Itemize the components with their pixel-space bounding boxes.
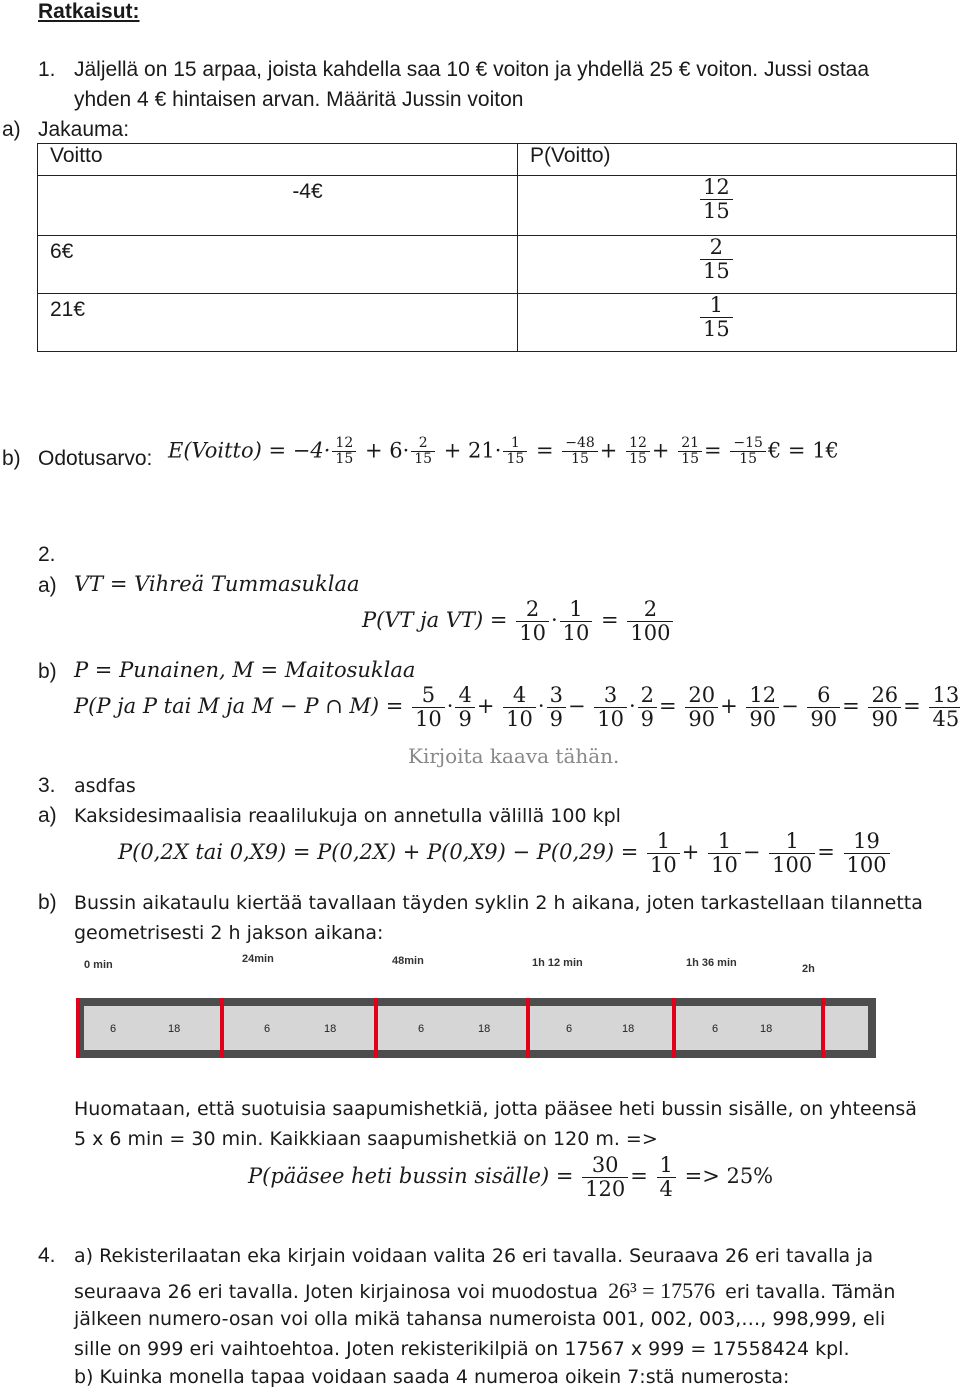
timeline-segment-label: 6 xyxy=(566,1023,573,1035)
p4-number: 4. xyxy=(38,1244,56,1267)
bus-schedule-timeline xyxy=(76,950,876,1080)
p3-title: asdfas xyxy=(74,775,136,797)
timeline-graphic xyxy=(76,950,876,1080)
p4-line5: b) Kuinka monella tapaa voidaan saada 4 numeroa oikein 7:stä numerosta: xyxy=(74,1366,790,1388)
table-row xyxy=(38,294,957,352)
p3a-text: Kaksidesimaalisia reaalilukuja on annetulla välillä 100 kpl xyxy=(74,805,621,827)
timeline-marker xyxy=(526,998,530,1058)
timeline-segment-label: 6 xyxy=(264,1023,271,1035)
p4-line2a: seuraava 26 eri tavalla. Joten kirjainosa voi muodostua xyxy=(74,1281,599,1303)
timeline-label: 1h 36 min xyxy=(686,957,737,969)
p3-probability-formula: P(pääsee heti bussin sisälle) = $\frac{30}{120}$ = $\frac{1}{4}$ => 25% xyxy=(248,1153,774,1202)
p3a-label: a) xyxy=(38,804,57,827)
table-header-voitto: Voitto xyxy=(38,144,518,176)
p2b-definition: P = Punainen, M = Maitosuklaa xyxy=(74,658,416,682)
p3b-label: b) xyxy=(38,891,57,914)
p1b-text: Odotusarvo: xyxy=(38,447,153,470)
timeline-marker xyxy=(374,998,378,1058)
p1-line1: Jäljellä on 15 arpaa, joista kahdella saa 10 € voiton ja yhdellä 25 € voiton. Jussi ostaa xyxy=(74,58,870,81)
p3-note2: 5 x 6 min = 30 min. Kaikkiaan saapumishetkiä on 120 m. => xyxy=(74,1128,658,1150)
table-row xyxy=(38,176,957,236)
table-row xyxy=(38,236,957,294)
distribution-table xyxy=(37,143,957,352)
table-cell-voitto: 6€ xyxy=(50,240,74,263)
p2a-label: a) xyxy=(38,574,57,597)
p1a-label: a) xyxy=(2,118,21,141)
timeline-segment-label: 6 xyxy=(110,1023,117,1035)
p4-line4: sille on 999 eri vaihtoehtoa. Joten rekisterikilpiä on 17567 x 999 = 17558424 kpl. xyxy=(74,1338,850,1360)
timeline-marker xyxy=(220,998,224,1058)
p4-line3: jälkeen numero-osan voi olla mikä tahansa numeroista 001, 002, 003,…, 998,999, eli xyxy=(74,1308,886,1330)
p3b-line1: Bussin aikataulu kiertää tavallaan täyden syklin 2 h aikana, joten tarkastellaan tilannetta xyxy=(74,892,923,914)
timeline-segment-label: 18 xyxy=(478,1023,491,1035)
table-cell-voitto: -4€ xyxy=(292,180,323,203)
p4-math: 26³ = 17576 xyxy=(608,1278,716,1303)
expected-value-formula: E(Voitto) = −4· $\frac{12}{15}$ + 6· $\frac{2}{15}$ + 21· $\frac{1}{15}$ = $\frac{-48}{15}$ + $\frac{12}{15}$ + $\frac{21}{15}$ = $\frac{-15}{15}$ € = 1€ xyxy=(168,435,839,468)
timeline-segment-label: 18 xyxy=(622,1023,635,1035)
p2a-formula: P(VT ja VT) = $\frac{2}{10}$ · $\frac{1}{10}$ = $\frac{2}{100}$ xyxy=(362,598,675,645)
timeline-label: 48min xyxy=(392,955,424,967)
p2-number: 2. xyxy=(38,543,56,566)
timeline-segment-label: 18 xyxy=(760,1023,773,1035)
timeline-segment-label: 6 xyxy=(712,1023,719,1035)
timeline-marker xyxy=(821,998,825,1058)
p3a-formula: P(0,2X tai 0,X9) = P(0,2X) + P(0,X9) − P(0,29) = $\frac{1}{10}$ + $\frac{1}{10}$ − $\frac{1}{100}$ = $\frac{19}{100}$ xyxy=(118,830,892,877)
p2a-definition: VT = Vihreä Tummasuklaa xyxy=(74,572,360,596)
timeline-segment-label: 18 xyxy=(168,1023,181,1035)
table-header-pvoitto: P(Voitto) xyxy=(518,144,957,176)
table-cell-prob: $\frac{1}{15}$ xyxy=(700,294,733,341)
heading: Ratkaisut: xyxy=(38,0,140,23)
table-cell-voitto: 21€ xyxy=(50,298,86,321)
timeline-label: 1h 12 min xyxy=(532,957,583,969)
p1-line2: yhden 4 € hintaisen arvan. Määritä Jussin voiton xyxy=(74,88,524,111)
p1-number: 1. xyxy=(38,58,56,81)
p1b-label: b) xyxy=(2,447,21,470)
formula-placeholder[interactable]: Kirjoita kaava tähän. xyxy=(408,744,620,768)
p1a-text: Jakauma: xyxy=(38,118,130,141)
p3b-line2: geometrisesti 2 h jakson aikana: xyxy=(74,922,384,944)
p4-line2b: eri tavalla. Tämän xyxy=(725,1281,896,1303)
timeline-segment-label: 18 xyxy=(324,1023,337,1035)
p2b-formula: P(P ja P tai M ja M − P ∩ M) = $\frac{5}{10}$ · $\frac{4}{9}$ + $\frac{4}{10}$ · $\frac{3}{9}$ − $\frac{3}{10}$ · $\frac{2}{9}$ = $\frac{20}{90}$ + $\frac{12}{90}$ − $\frac{6}{90}$ = $\frac{26}{90}$ = $\frac{13}{45}$ xyxy=(74,684,960,731)
p3-number: 3. xyxy=(38,774,56,797)
timeline-label: 0 min xyxy=(84,959,113,971)
table-cell-prob: $\frac{12}{15}$ xyxy=(700,176,733,223)
timeline-marker xyxy=(672,998,676,1058)
timeline-fill xyxy=(84,1006,868,1050)
timeline-label: 2h xyxy=(802,963,815,975)
p3-note1: Huomataan, että suotuisia saapumishetkiä, jotta pääsee heti bussin sisälle, on yhteensä xyxy=(74,1098,917,1120)
timeline-marker xyxy=(76,998,80,1058)
timeline-segment-label: 6 xyxy=(418,1023,425,1035)
p4-line2 xyxy=(74,1278,895,1304)
timeline-label: 24min xyxy=(242,953,274,965)
p4-line1: a) Rekisterilaatan eka kirjain voidaan valita 26 eri tavalla. Seuraava 26 eri tavalla ja xyxy=(74,1245,874,1267)
table-cell-prob: $\frac{2}{15}$ xyxy=(700,236,733,283)
p2b-label: b) xyxy=(38,660,57,683)
